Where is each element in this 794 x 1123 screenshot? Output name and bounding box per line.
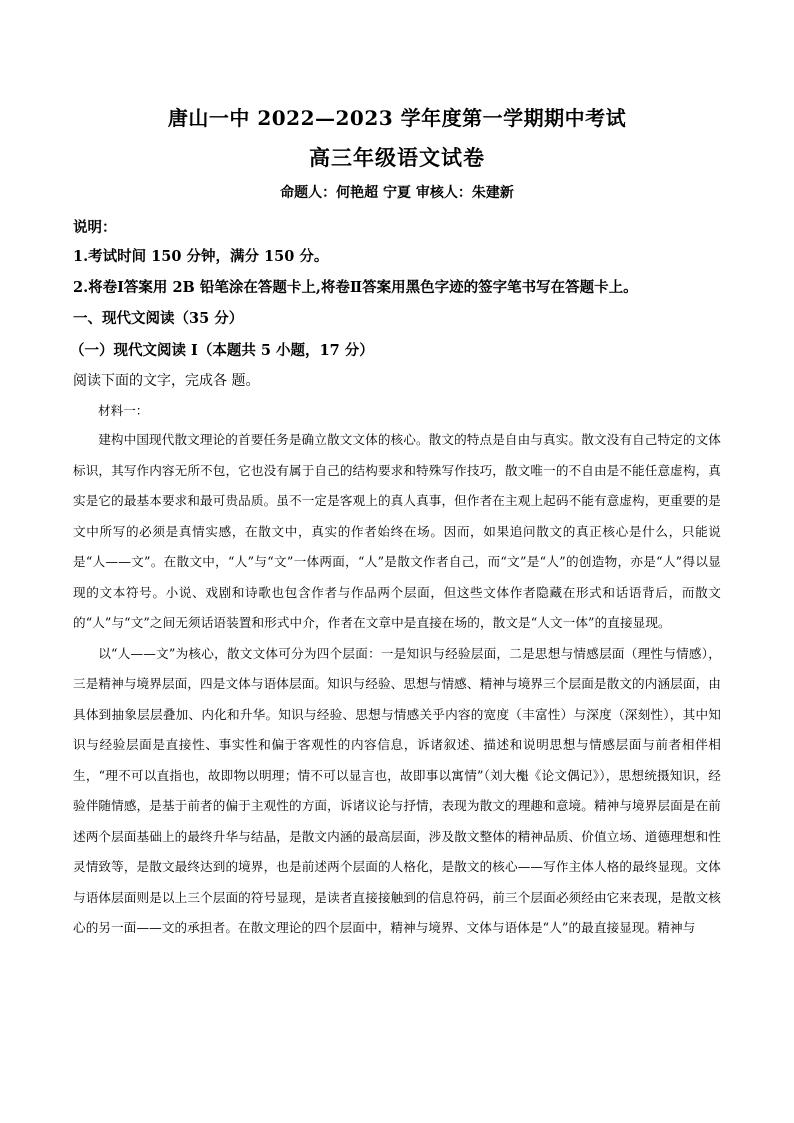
section-title: 一、现代文阅读（35 分） <box>73 310 244 327</box>
passage-paragraph-2: 以“人——文”为核心，散文文体可分为四个层面：一是知识与经验层面，二是思想与情感层面（理性与情感），三是精神与境界层面，四是文体与语体层面。知识与经验、思想与情感、精神与境界三个层面是散文的内涵层面，由具体到抽象层层叠加、内化和升华。知识与经验、思想与情感关乎内容的宽度（丰富性）与深度（深刻性），其中知识与经验层面是直接性、事实性和偏于客观性的内容信息，诉诸叙述、描述和说明思想与情感层面与前者相伴相生，“理不可以直指也，故即物以明理；情不可以显言也，故即事以寓情”（刘大櫆《论文偶记》），思想统摄知识，经验伴随情感，是基于前者的偏于主观性的方面，诉诸议论与抒情，表现为散文的理趣和意境。精神与境界层面是在前述两个层面基础上的最终升华与结晶，是散文内涵的最高层面，涉及散文整体的精神品质、价值立场、道德理想和性灵情致等，是散文最终达到的境界，也是前述两个层面的人格化，是散文的核心——写作主体人格的最终显现。文体与语体层面则是以上三个层面的符号显现，是读者直接接触到的信息符码，前三个层面必须经由它来表现，是散文核心的另一面——文的承担者。在散文理论的四个层面中，精神与境界、文体与语体是“人”的最直接显现。精神与 <box>73 645 721 935</box>
section-subtitle: （一）现代文阅读 I（本题共 5 小题，17 分） <box>70 342 374 359</box>
reading-directive: 阅读下面的文字，完成各 题。 <box>73 373 260 389</box>
instruction-item-2: 2.将卷Ⅰ答案用 2B 铅笔涂在答题卡上,将卷Ⅱ答案用黑色字迹的签字笔书写在答题卡上。 <box>73 279 638 296</box>
exam-title: 唐山一中 2022—2023 学年度第一学期期中考试 <box>167 106 627 130</box>
passage-body <box>73 425 721 944</box>
instructions-heading: 说明： <box>73 219 117 236</box>
passage-paragraph-1: 建构中国现代散文理论的首要任务是确立散文文体的核心。散文的特点是自由与真实。散文没有自己特定的文体标识，其写作内容无所不包，它也没有属于自己的结构要求和特殊写作技巧，散文唯一的不自由是不能任意虚构，真实是它的最基本要求和最可贵品质。虽不一定是客观上的真人真事，但作者在主观上起码不能有意虚构，更重要的是文中所写的必须是真情实感，在散文中，真实的作者始终在场。因而，如果追问散文的真正核心是什么，只能说是“人——文”。在散文中，“人”与“文”一体两面，“人”是散文作者自己，而“文”是“人”的创造物，亦是“人”得以显现的文本符号。小说、戏剧和诗歌也包含作者与作品两个层面，但这些文体作者隐藏在形式和话语背后，而散文的“人”与“文”之间无须话语装置和形式中介，作者在文章中是直接在场的，散文是“人文一体”的直接显现。 <box>73 432 721 630</box>
exam-subtitle: 高三年级语文试卷 <box>309 145 485 170</box>
instruction-item-1: 1.考试时间 150 分钟，满分 150 分。 <box>73 248 329 265</box>
material-label: 材料一： <box>98 403 149 418</box>
exam-authors: 命题人：何艳超 宁夏 审核人：朱建新 <box>280 185 514 201</box>
